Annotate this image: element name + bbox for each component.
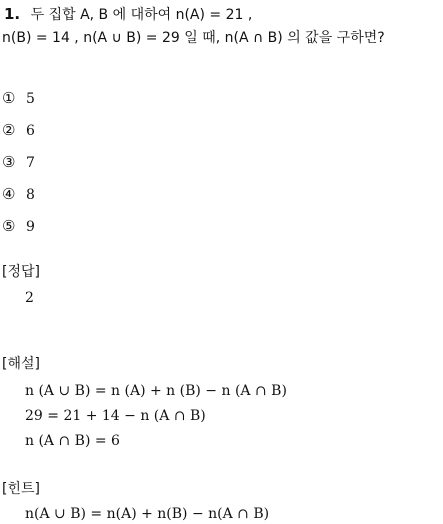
option-value: 8 — [26, 187, 35, 203]
question-line-1 — [4, 4, 252, 25]
option-mark: ⑤ — [2, 217, 16, 235]
option-value: 9 — [26, 219, 35, 235]
option-value: 7 — [26, 155, 35, 171]
option-3[interactable] — [2, 152, 35, 173]
question-number: 1. — [4, 5, 21, 23]
solution-step-2: 29 = 21 + 14 − n (A ∩ B) — [25, 408, 206, 424]
option-mark: ③ — [2, 153, 16, 171]
question-line-2: n(B) = 14 , n(A ∪ B) = 29 일 때, n(A ∩ B) 의 값을 구하면? — [2, 30, 385, 46]
option-2[interactable] — [2, 120, 35, 141]
solution-step-1: n (A ∪ B) = n (A) + n (B) − n (A ∩ B) — [25, 383, 287, 399]
question-text-1: 두 집합 A, B 에 대하여 n(A) = 21 , — [30, 7, 253, 23]
option-1[interactable] — [2, 88, 35, 109]
option-5[interactable] — [2, 216, 35, 237]
option-mark: ① — [2, 89, 16, 107]
option-mark: ④ — [2, 185, 16, 203]
option-mark: ② — [2, 121, 16, 139]
option-value: 5 — [26, 91, 35, 107]
hint-label: [힌트] — [2, 481, 40, 497]
solution-step-3: n (A ∩ B) = 6 — [25, 433, 120, 449]
option-4[interactable] — [2, 184, 35, 205]
answer-value: 2 — [25, 290, 34, 306]
hint-formula: n(A ∪ B) = n(A) + n(B) − n(A ∩ B) — [25, 506, 270, 522]
option-value: 6 — [26, 123, 35, 139]
solution-label: [해설] — [2, 356, 40, 372]
answer-label: [정답] — [2, 264, 40, 280]
